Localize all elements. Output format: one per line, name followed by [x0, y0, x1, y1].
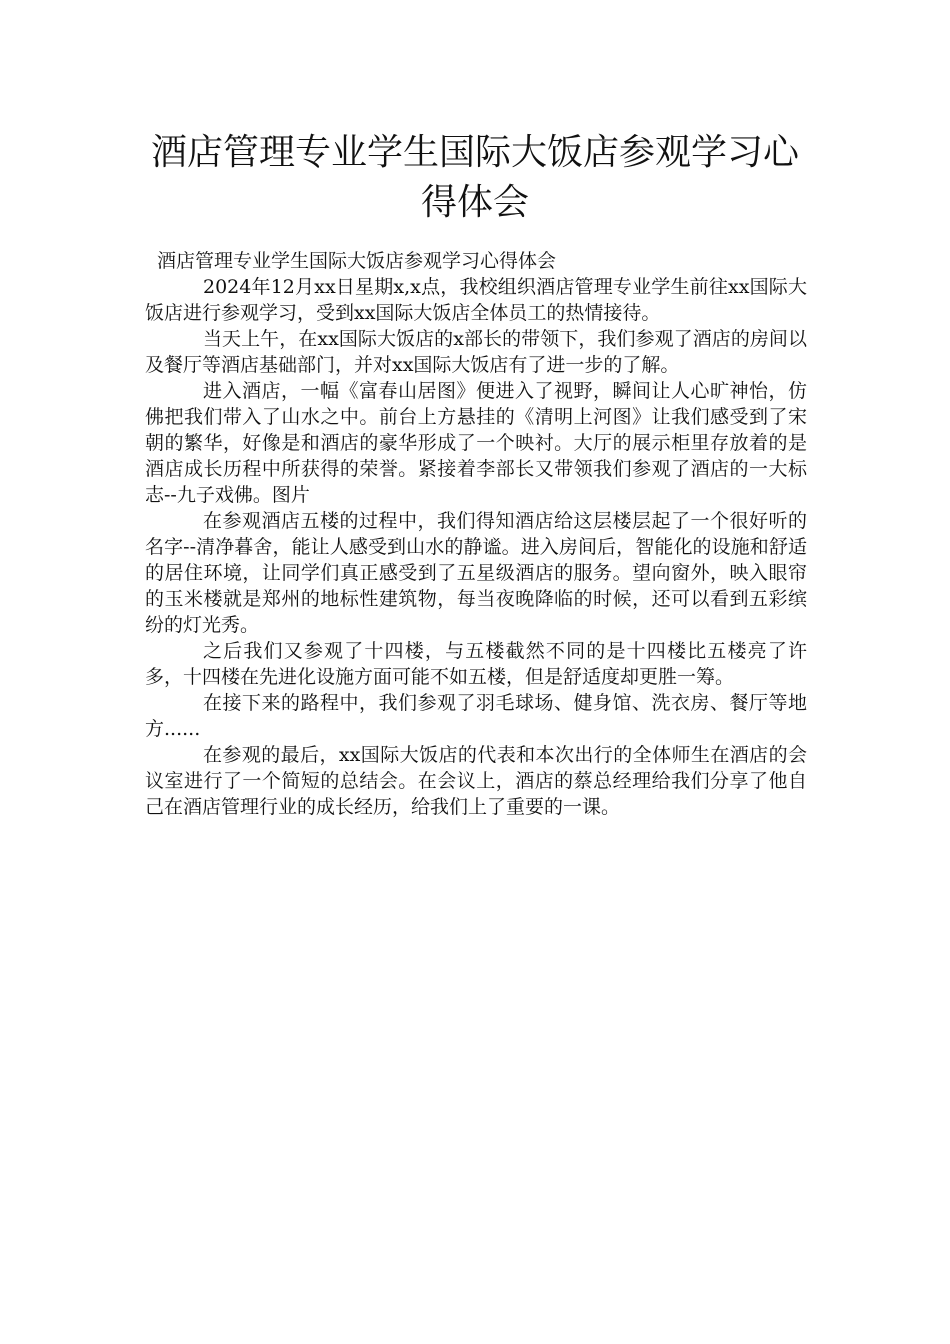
paragraph: 在参观酒店五楼的过程中，我们得知酒店给这层楼层起了一个很好听的名字--清净暮舍，能让人感受到山水的静谧。进入房间后，智能化的设施和舒适的居住环境，让同学们真正感受到了五星级酒店的服务。望向窗外，映入眼帘的玉米楼就是郑州的地标性建筑物，每当夜晚降临的时候，还可以看到五彩缤纷的灯光秀。 [145, 510, 807, 636]
document-subtitle: 酒店管理专业学生国际大饭店参观学习心得体会 [157, 250, 557, 272]
document-body [145, 248, 807, 820]
paragraph: 之后我们又参观了十四楼，与五楼截然不同的是十四楼比五楼亮了许多，十四楼在先进化设施方面可能不如五楼，但是舒适度却更胜一筹。 [145, 640, 807, 688]
paragraph: 当天上午，在xx国际大饭店的x部长的带领下，我们参观了酒店的房间以及餐厅等酒店基础部门，并对xx国际大饭店有了进一步的了解。 [145, 328, 807, 376]
paragraph: 2024年12月xx日星期x,x点，我校组织酒店管理专业学生前往xx国际大饭店进行参观学习，受到xx国际大饭店全体员工的热情接待。 [145, 276, 807, 324]
paragraph: 在接下来的路程中，我们参观了羽毛球场、健身馆、洗衣房、餐厅等地方...... [145, 692, 807, 740]
paragraph: 进入酒店，一幅《富春山居图》便进入了视野，瞬间让人心旷神怡，仿佛把我们带入了山水之中。前台上方悬挂的《清明上河图》让我们感受到了宋朝的繁华，好像是和酒店的豪华形成了一个映衬。大厅的展示柜里存放着的是酒店成长历程中所获得的荣誉。紧接着李部长又带领我们参观了酒店的一大标志--九子戏佛。图片 [145, 380, 807, 506]
paragraph: 在参观的最后，xx国际大饭店的代表和本次出行的全体师生在酒店的会议室进行了一个简短的总结会。在会议上，酒店的蔡总经理给我们分享了他自己在酒店管理行业的成长经历，给我们上了重要的一课。 [145, 744, 807, 818]
document-title: 酒店管理专业学生国际大饭店参观学习心得体会 [150, 132, 799, 223]
